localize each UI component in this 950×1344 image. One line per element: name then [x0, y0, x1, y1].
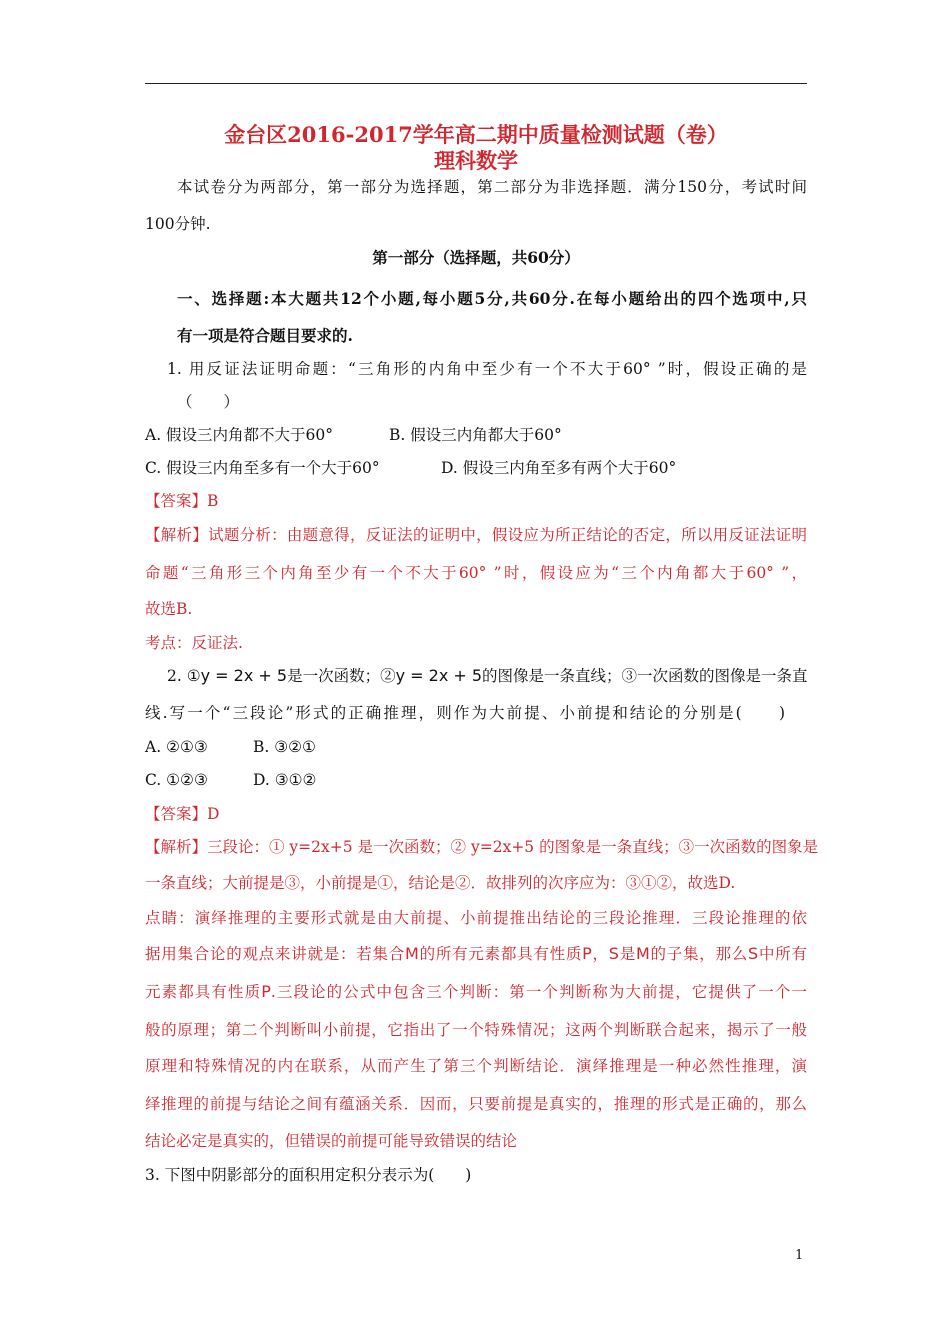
- q2-note-line-7: 结论必定是真实的，但错误的前提可能导致错误的结论: [145, 1132, 518, 1150]
- q2-answer: 【答案】D: [145, 805, 220, 823]
- q2-note-line-3-text-a: 元素都具有性质: [145, 983, 262, 1001]
- page-number: 1: [795, 1248, 804, 1263]
- q2-stem-line-2: 线.写一个“三段论”形式的正确推理，则作为大前提、小前提和结论的分别是( ): [145, 704, 785, 722]
- q2-option-a: A. ②①③: [145, 738, 208, 756]
- q2-note-line-3-text-b: .三段论的公式中包含三个判断：第一个判断称为大前提，它提供了一个一: [270, 983, 807, 1001]
- q2-stem-part-c: 的图像是一条直线；③一次函数的图像是一条直: [482, 667, 808, 685]
- property-p-symbol: P: [582, 944, 592, 963]
- section-heading-line-1: 一、选择题:本大题共12个小题,每小题5分,共60分.在每小题给出的四个选项中,只: [177, 289, 807, 308]
- q1-options-ab: [145, 424, 807, 446]
- q2-math-expression-2: y = 2x + 5: [395, 666, 483, 685]
- q2-note-line-2-text-a: 据用集合论的观点来讲就是：若集合: [145, 945, 406, 963]
- q1-option-c: C. 假设三内角至多有一个大于60°: [145, 459, 380, 477]
- q2-note-line-2-text-e: 的子集，那么: [649, 945, 749, 963]
- intro-line-2: 100分钟.: [145, 215, 211, 233]
- q3-stem: 3. 下图中阴影部分的面积用定积分表示为( ): [145, 1166, 472, 1184]
- q2-option-d: D. ③①②: [253, 771, 317, 789]
- q1-kaodian: 考点：反证法.: [145, 634, 243, 652]
- intro-line-1: 本试卷分为两部分，第一部分为选择题，第二部分为非选择题．满分150分，考试时间: [177, 178, 807, 196]
- q1-stem-line-1: 1. 用反证法证明命题：“三角形的内角中至少有一个不大于60° ”时，假设正确的是: [167, 360, 807, 378]
- set-s-symbol-2: S: [748, 944, 759, 963]
- q2-note-line-6: 绎推理的前提与结论之间有蕴涵关系．因而，只要前提是真实的，推理的形式是正确的，那么: [145, 1095, 807, 1113]
- q2-note-line-2-text-b: 的所有元素都具有性质: [418, 945, 583, 963]
- q1-stem-line-2: （ ）: [177, 393, 240, 411]
- q1-option-a: A. 假设三内角都不大于60°: [145, 426, 334, 444]
- set-m-symbol: M: [405, 944, 419, 963]
- header-rule: [145, 83, 807, 84]
- q2-math-expression-1: y = 2x + 5: [200, 666, 288, 685]
- q2-options-ab: [145, 736, 807, 758]
- q2-note-line-3: [145, 981, 807, 1003]
- q2-stem-part-b: 是一次函数；②: [287, 667, 396, 685]
- set-m-symbol-2: M: [635, 944, 650, 963]
- exam-title: 金台区2016-2017学年高二期中质量检测试题（卷）: [224, 122, 728, 147]
- q2-analysis-line-1: 【解析】三段论：① y=2x+5 是一次函数；② y=2x+5 的图象是一条直线；③一次函数的图象是: [145, 838, 819, 856]
- q2-analysis-line-2: 一条直线；大前提是③，小前提是①，结论是②．故排列的次序应为：③①②，故选D.: [145, 874, 736, 892]
- property-p-symbol-2: P: [261, 982, 271, 1001]
- q2-note-line-4: 般的原理；第二个判断叫小前提，它指出了一个特殊情况；这两个判断联合起来，揭示了一般: [145, 1021, 807, 1039]
- q2-note-line-2: [145, 943, 807, 965]
- q2-note-line-2-text-d: 是: [618, 945, 636, 963]
- q2-option-c: C. ①②③: [145, 771, 208, 789]
- q2-note-line-5: 原理和特殊情况的内在联系，从而产生了第三个判断结论．演绎推理是一种必然性推理，演: [145, 1057, 807, 1075]
- exam-subtitle: 理科数学: [434, 148, 518, 173]
- q2-note-line-2-text-f: 中所有: [758, 945, 807, 963]
- set-s-symbol: S: [608, 944, 619, 963]
- part1-heading: 第一部分（选择题，共60分）: [372, 248, 580, 267]
- q1-answer: 【答案】B: [145, 492, 219, 510]
- q1-option-d: D. 假设三内角至多有两个大于60°: [441, 459, 677, 477]
- q2-note-line-2-text-c: ，: [591, 945, 609, 963]
- q1-option-b: B. 假设三内角都大于60°: [389, 426, 562, 444]
- q2-options-cd: [145, 769, 807, 791]
- q2-stem-line-1: [145, 665, 807, 687]
- q2-stem-part-a: 2. ①: [167, 667, 201, 685]
- q1-analysis-line-3: 故选B.: [145, 600, 193, 618]
- q2-option-b: B. ③②①: [253, 738, 316, 756]
- q2-note-line-1: 点睛：演绎推理的主要形式就是由大前提、小前提推出结论的三段论推理．三段论推理的依: [145, 909, 807, 927]
- q1-analysis-line-2: 命题“三角形三个内角至少有一个不大于60° ”时，假设应为“三个内角都大于60° ”，: [145, 564, 807, 582]
- q1-options-cd: [145, 457, 807, 479]
- section-heading-line-2: 有一项是符合题目要求的.: [177, 326, 353, 345]
- q1-analysis-line-1: 【解析】试题分析：由题意得，反证法的证明中，假设应为所正结论的否定，所以用反证法证明: [145, 526, 807, 544]
